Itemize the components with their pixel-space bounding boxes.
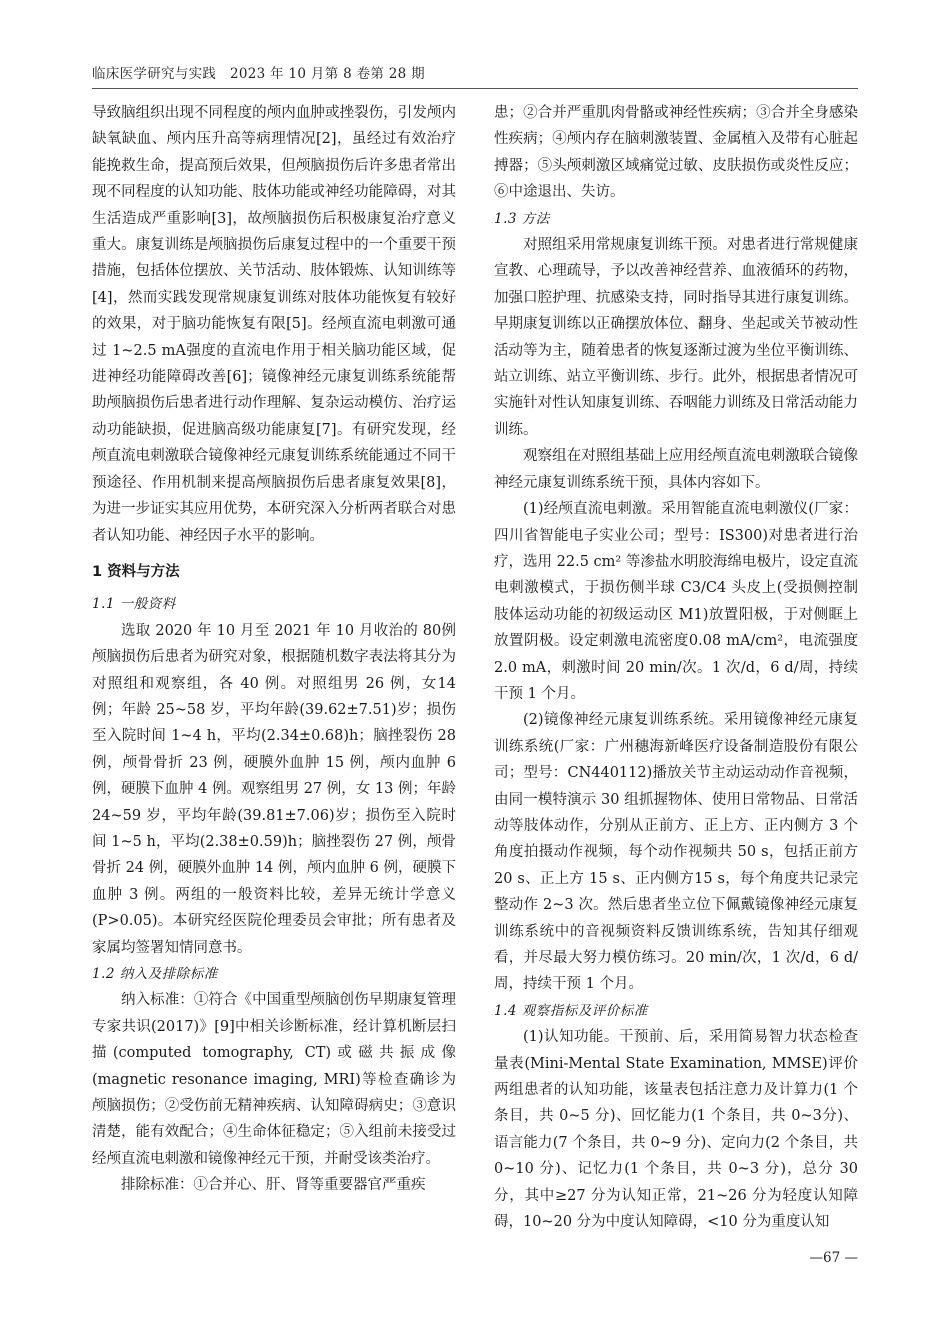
exclusion-criteria-paragraph: 排除标准：①合并心、肝、肾等重要器官严重疾 bbox=[121, 1177, 426, 1194]
subsection-1-1-heading: 1.1 一般资料 bbox=[92, 596, 176, 613]
page-number: —67 — bbox=[809, 1250, 858, 1266]
section-1-heading: 1 资料与方法 bbox=[92, 563, 180, 580]
header-rule bbox=[92, 88, 858, 89]
mirror-neuron-paragraph: (2)镜像神经元康复训练系统。采用镜像神经元康复训练系统(厂家：广州穗海新峰医疗设备制造股份有限公司；型号：CN440112)播放关节主动运动动作音视频，由同一模特演示 30 组抓握物体、使用日常物品、日常活动等肢体动作，分别从正前方、正上方、正内侧方 3 个角度拍摄动作视频，每个动作视频共 50 s，包括正前方 20 s、正上方 15 s、正内侧方15 s，每个角度共记录完整动作 2~3 次。然后患者坐立位下佩戴镜像神经元康复训练系统中的音视频资料反馈训练系统，告知其仔细观看，并尽最大努力模仿练习。20 min/次，1 次/d，6 d/周，持续干预 1 个月。 bbox=[494, 712, 858, 993]
observation-group-paragraph: 观察组在对照组基础上应用经颅直流电刺激联合镜像神经元康复训练系统干预，具体内容如下。 bbox=[494, 448, 858, 491]
right-column bbox=[494, 100, 858, 1235]
subsection-1-4-heading: 1.4 观察指标及评价标准 bbox=[494, 1002, 648, 1019]
left-column bbox=[92, 100, 456, 1199]
general-info-paragraph: 选取 2020 年 10 月至 2021 年 10 月收治的 80例颅脑损伤后患者为研究对象，根据随机数字表法将其分为对照组和观察组，各 40 例。对照组男 26 例，女14 例；年龄 25~58 岁，平均年龄(39.62±7.51)岁；损伤至入院时间 1~4 h，平均(2.34±0.68)h；脑挫裂伤 28 例，颅骨骨折 23 例，硬膜外血肿 15 例，颅内血肿 6 例，硬膜下血肿 4 例。观察组男 27 例，女 13 例；年龄 24~59 岁，平均年龄(39.81±7.06)岁；损伤至入院时间 1~5 h，平均(2.38±0.59)h；脑挫裂伤 27 例，颅骨骨折 24 例，硬膜外血肿 14 例，颅内血肿 6 例，硬膜下血肿 3 例。两组的一般资料比较，差异无统计学意义(P>0.05)。本研究经医院伦理委员会审批；所有患者及家属均签署知情同意书。 bbox=[92, 622, 456, 956]
tdcs-paragraph: (1)经颅直流电刺激。采用智能直流电刺激仪(厂家：四川省智能电子实业公司；型号：IS300)对患者进行治疗，选用 22.5 cm² 等渗盐水明胶海绵电极片，设定直流电刺激模式，于损伤侧半球 C3/C4 头皮上(受损侧控制肢体运动功能的初级运动区 M1)放置阳极，于对侧眶上放置阴极。设定刺激电流密度0.08 mA/cm²，电流强度 2.0 mA，刺激时间 20 min/次。1 次/d，6 d/周，持续干预 1 个月。 bbox=[494, 501, 858, 702]
control-group-paragraph: 对照组采用常规康复训练干预。对患者进行常规健康宣教、心理疏导，予以改善神经营养、血液循环的药物，加强口腔护理、抗感染支持，同时指导其进行康复训练。早期康复训练以正确摆放体位、翻身、坐起或关节被动性活动等为主，随着患者的恢复逐渐过渡为坐位平衡训练、站立训练、站立平衡训练、步行。此外，根据患者情况可实施针对性认知康复训练、吞咽能力训练及日常活动能力训练。 bbox=[494, 237, 858, 438]
exclusion-criteria-continued: 患；②合并严重肌肉骨骼或神经性疾病；③合并全身感染性疾病；④颅内存在脑刺激装置、金属植入及带有心脏起搏器；⑤头颅刺激区域痛觉过敏、皮肤损伤或炎性反应；⑥中途退出、失访。 bbox=[494, 105, 858, 201]
cognitive-function-paragraph: (1)认知功能。干预前、后，采用简易智力状态检查量表(Mini-Mental State Examination, MMSE)评价两组患者的认知功能，该量表包括注意力及计算力(1 个条目，共 0~5 分)、回忆能力(1 个条目，共 0~3分)、语言能力(7 个条目，共 0~9 分)、定向力(2 个条目，共 0~10 分)、记忆力(1 个条目，共 0~3 分)，总分 30分，其中≥27 分为认知正常，21~26 分为轻度认知障碍，10~20 分为中度认知障碍，<10 分为重度认知 bbox=[494, 1029, 858, 1231]
journal-header: 临床医学研究与实践 2023 年 10 月第 8 卷第 28 期 bbox=[92, 66, 425, 82]
inclusion-criteria-paragraph: 纳入标准：①符合《中国重型颅脑创伤早期康复管理专家共识(2017)》[9]中相关诊断标准，经计算机断层扫描(computed tomography, CT)或磁共振成像(magnetic resonance imaging, MRI)等检查确诊为颅脑损伤；②受伤前无精神疾病、认知障碍病史；③意识清楚，能有效配合；④生命体征稳定；⑤入组前未接受过经颅直流电刺激和镜像神经元干预，并耐受该类治疗。 bbox=[92, 992, 456, 1167]
intro-paragraph: 导致脑组织出现不同程度的颅内血肿或挫裂伤，引发颅内缺氧缺血、颅内压升高等病理情况[2]，虽经过有效治疗能挽救生命，提高预后效果，但颅脑损伤后许多患者常出现不同程度的认知功能、肢体功能或神经功能障碍，对其生活造成严重影响[3]，故颅脑损伤后积极康复治疗意义重大。康复训练是颅脑损伤后康复过程中的一个重要干预措施，包括体位摆放、关节活动、肢体锻炼、认知训练等[4]，然而实践发现常规康复训练对肢体功能恢复有较好的效果，对于脑功能恢复有限[5]。经颅直流电刺激可通过 1~2.5 mA强度的直流电作用于相关脑功能区域，促进神经功能障碍改善[6]；镜像神经元康复训练系统能帮助颅脑损伤后患者进行动作理解、复杂运动模仿、治疗运动功能缺损，促进脑高级功能康复[7]。有研究发现，经颅直流电刺激联合镜像神经元康复训练系统能通过不同干预途径、作用机制来提高颅脑损伤后患者康复效果[8]，为进一步证实其应用优势，本研究深入分析两者联合对患者认知功能、神经因子水平的影响。 bbox=[92, 105, 456, 544]
subsection-1-3-heading: 1.3 方法 bbox=[494, 210, 550, 227]
subsection-1-2-heading: 1.2 纳入及排除标准 bbox=[92, 966, 218, 982]
